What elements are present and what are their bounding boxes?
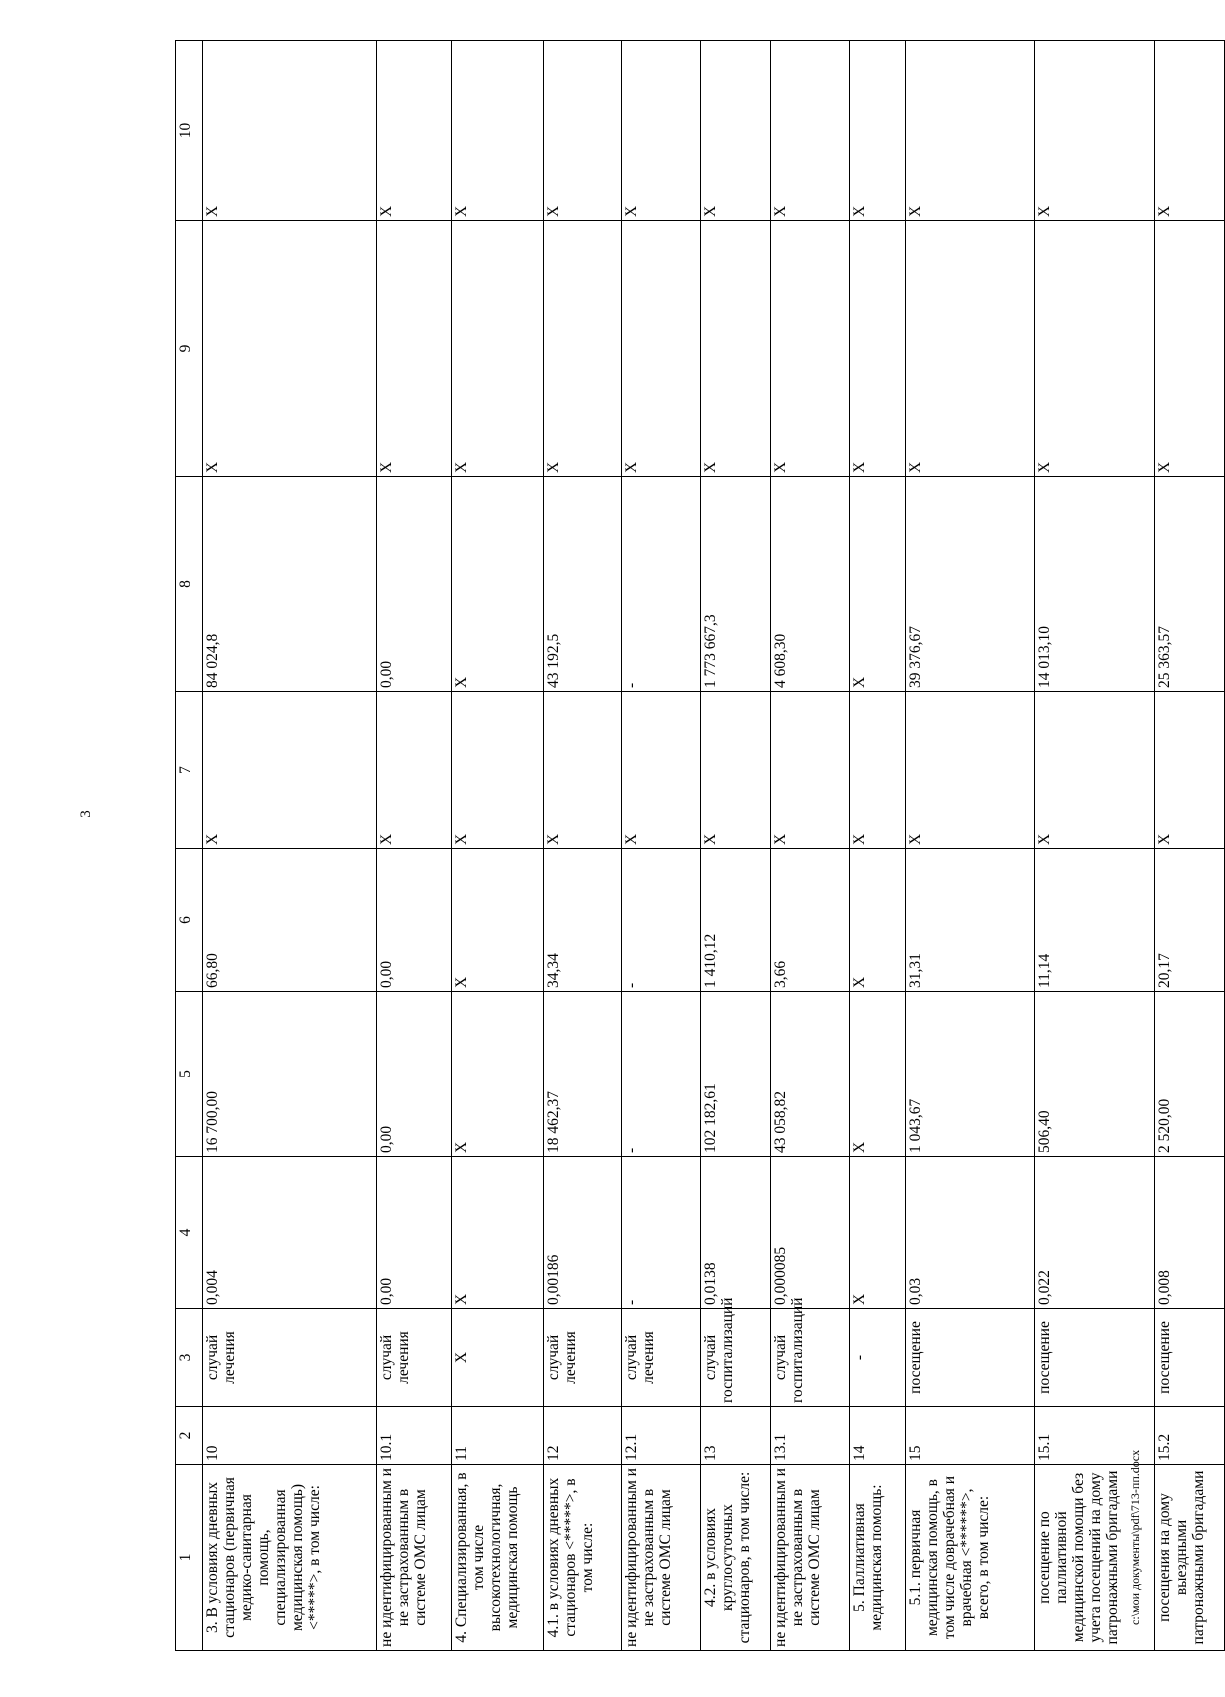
row-col5: 0,00 — [377, 992, 452, 1157]
row-unit: случай лечения — [622, 1309, 701, 1407]
row-col5: 18 462,37 — [543, 992, 622, 1157]
header-cell-2: 2 — [176, 1407, 203, 1465]
row-col4: X — [849, 1157, 906, 1309]
row-line-number: 12.1 — [622, 1407, 701, 1465]
row-col8: - — [622, 477, 701, 692]
row-col5: 43 058,82 — [770, 992, 849, 1157]
row-col4: - — [622, 1157, 701, 1309]
table-row — [543, 41, 622, 1651]
row-line-number: 13.1 — [770, 1407, 849, 1465]
row-label: не идентифицированным и не застрахованным в системе ОМС лицам — [770, 1465, 849, 1651]
row-line-number: 10 — [203, 1407, 377, 1465]
row-line-number: 10.1 — [377, 1407, 452, 1465]
row-col8: X — [849, 477, 906, 692]
data-table — [175, 40, 1225, 1651]
row-unit: посещение — [1035, 1309, 1155, 1407]
table-row — [701, 41, 771, 1651]
row-unit: X — [452, 1309, 544, 1407]
row-col8: 1 773 667,3 — [701, 477, 771, 692]
table-row — [452, 41, 544, 1651]
row-col7: X — [849, 692, 906, 849]
row-col7: X — [377, 692, 452, 849]
row-col6: 34,34 — [543, 849, 622, 992]
row-label: не идентифицированным и не застрахованным в системе ОМС лицам — [622, 1465, 701, 1651]
row-line-number: 15.2 — [1155, 1407, 1225, 1465]
row-col6: 66,80 — [203, 849, 377, 992]
row-col10: X — [770, 41, 849, 221]
row-col7: X — [1035, 692, 1155, 849]
row-col9: X — [203, 221, 377, 477]
row-col8: 43 192,5 — [543, 477, 622, 692]
row-label: 5.1. первичная медицинская помощь, в том числе доврачебная и врачебная <******>, всего, в том числе: — [906, 1465, 1035, 1651]
row-col4: 0,0138 — [701, 1157, 771, 1309]
row-line-number: 15 — [906, 1407, 1035, 1465]
row-line-number: 12 — [543, 1407, 622, 1465]
row-col10: X — [1035, 41, 1155, 221]
row-col9: X — [377, 221, 452, 477]
row-unit: - — [849, 1309, 906, 1407]
row-col10: X — [849, 41, 906, 221]
header-cell-7: 7 — [176, 692, 203, 849]
table-row — [203, 41, 377, 1651]
row-col5: 102 182,61 — [701, 992, 771, 1157]
row-col5: X — [452, 992, 544, 1157]
row-col6: 31,31 — [906, 849, 1035, 992]
row-col5: 506,40 — [1035, 992, 1155, 1157]
row-col5: 2 520,00 — [1155, 992, 1225, 1157]
header-cell-6: 6 — [176, 849, 203, 992]
row-col6: X — [452, 849, 544, 992]
row-col6: - — [622, 849, 701, 992]
row-col4: X — [452, 1157, 544, 1309]
row-label: 4.2. в условиях круглосуточных стационаров, в том числе: — [701, 1465, 771, 1651]
header-row — [176, 41, 203, 1651]
row-col6: 1 410,12 — [701, 849, 771, 992]
header-cell-10: 10 — [176, 41, 203, 221]
row-col4: 0,00 — [377, 1157, 452, 1309]
row-col7: X — [770, 692, 849, 849]
row-col8: 0,00 — [377, 477, 452, 692]
row-col10: X — [203, 41, 377, 221]
row-col10: X — [452, 41, 544, 221]
row-col6: 11,14 — [1035, 849, 1155, 992]
row-col4: 0,008 — [1155, 1157, 1225, 1309]
row-col8: 84 024,8 — [203, 477, 377, 692]
row-col8: 25 363,57 — [1155, 477, 1225, 692]
row-col8: 39 376,67 — [906, 477, 1035, 692]
row-line-number: 11 — [452, 1407, 544, 1465]
row-col6: 3,66 — [770, 849, 849, 992]
row-col9: X — [452, 221, 544, 477]
row-col6: X — [849, 849, 906, 992]
row-col4: 0,000085 — [770, 1157, 849, 1309]
row-col4: 0,00186 — [543, 1157, 622, 1309]
row-label: не идентифицированным и не застрахованным в системе ОМС лицам — [377, 1465, 452, 1651]
row-col4: 0,03 — [906, 1157, 1035, 1309]
table-row — [849, 41, 906, 1651]
row-col10: X — [377, 41, 452, 221]
rotated-table-container — [175, 41, 1225, 1651]
row-label: посещение по паллиативной медицинской помощи без учета посещений на дому патронажными бригадами — [1035, 1465, 1155, 1651]
row-line-number: 15.1 — [1035, 1407, 1155, 1465]
header-cell-8: 8 — [176, 477, 203, 692]
row-col10: X — [701, 41, 771, 221]
row-col8: 4 608,30 — [770, 477, 849, 692]
row-col7: X — [622, 692, 701, 849]
row-col7: X — [543, 692, 622, 849]
row-col4: 0,022 — [1035, 1157, 1155, 1309]
row-label: посещения на дому выездными патронажными бригадами — [1155, 1465, 1225, 1651]
row-col5: 1 043,67 — [906, 992, 1035, 1157]
row-label: 4.1. в условиях дневных стационаров <*****>, в том числе: — [543, 1465, 622, 1651]
row-col5: - — [622, 992, 701, 1157]
row-label: 3. В условиях дневных стационаров (первичная медико-санитарная помощь, специализированная медицинская помощь) <*****>, в том числе: — [203, 1465, 377, 1651]
row-col7: X — [452, 692, 544, 849]
table-row — [770, 41, 849, 1651]
header-cell-3: 3 — [176, 1309, 203, 1407]
row-col9: X — [622, 221, 701, 477]
row-col10: X — [1155, 41, 1225, 221]
row-label: 5. Паллиативная медицинская помощь: — [849, 1465, 906, 1651]
row-col5: X — [849, 992, 906, 1157]
row-col9: X — [906, 221, 1035, 477]
row-col9: X — [849, 221, 906, 477]
row-unit: случай госпитализаций — [770, 1309, 849, 1407]
table-row — [622, 41, 701, 1651]
row-line-number: 14 — [849, 1407, 906, 1465]
row-col9: X — [701, 221, 771, 477]
row-col9: X — [770, 221, 849, 477]
row-col9: X — [1035, 221, 1155, 477]
row-col10: X — [622, 41, 701, 221]
row-unit: случай лечения — [543, 1309, 622, 1407]
row-label: 4. Специализированная, в том числе высокотехнологичная, медицинская помощь — [452, 1465, 544, 1651]
row-col10: X — [543, 41, 622, 221]
row-col9: X — [1155, 221, 1225, 477]
table-row — [1035, 41, 1155, 1651]
page-number: 3 — [78, 810, 94, 818]
header-cell-4: 4 — [176, 1157, 203, 1309]
header-cell-9: 9 — [176, 221, 203, 477]
footer-file-path: c:\мои документы\pdf\713-пп.docx — [1128, 1449, 1142, 1625]
row-col6: 0,00 — [377, 849, 452, 992]
row-col7: X — [203, 692, 377, 849]
row-col8: X — [452, 477, 544, 692]
row-col5: 16 700,00 — [203, 992, 377, 1157]
table-row — [1155, 41, 1225, 1651]
row-col7: X — [1155, 692, 1225, 849]
row-unit: случай госпитализаций — [701, 1309, 771, 1407]
row-unit: посещение — [906, 1309, 1035, 1407]
row-col7: X — [701, 692, 771, 849]
table-row — [906, 41, 1035, 1651]
row-col7: X — [906, 692, 1035, 849]
row-col6: 20,17 — [1155, 849, 1225, 992]
header-cell-5: 5 — [176, 992, 203, 1157]
row-col4: 0,004 — [203, 1157, 377, 1309]
row-col10: X — [906, 41, 1035, 221]
table-row — [377, 41, 452, 1651]
row-line-number: 13 — [701, 1407, 771, 1465]
row-col9: X — [543, 221, 622, 477]
row-col8: 14 013,10 — [1035, 477, 1155, 692]
row-unit: случай лечения — [377, 1309, 452, 1407]
header-cell-1: 1 — [176, 1465, 203, 1651]
row-unit: посещение — [1155, 1309, 1225, 1407]
row-unit: случай лечения — [203, 1309, 377, 1407]
